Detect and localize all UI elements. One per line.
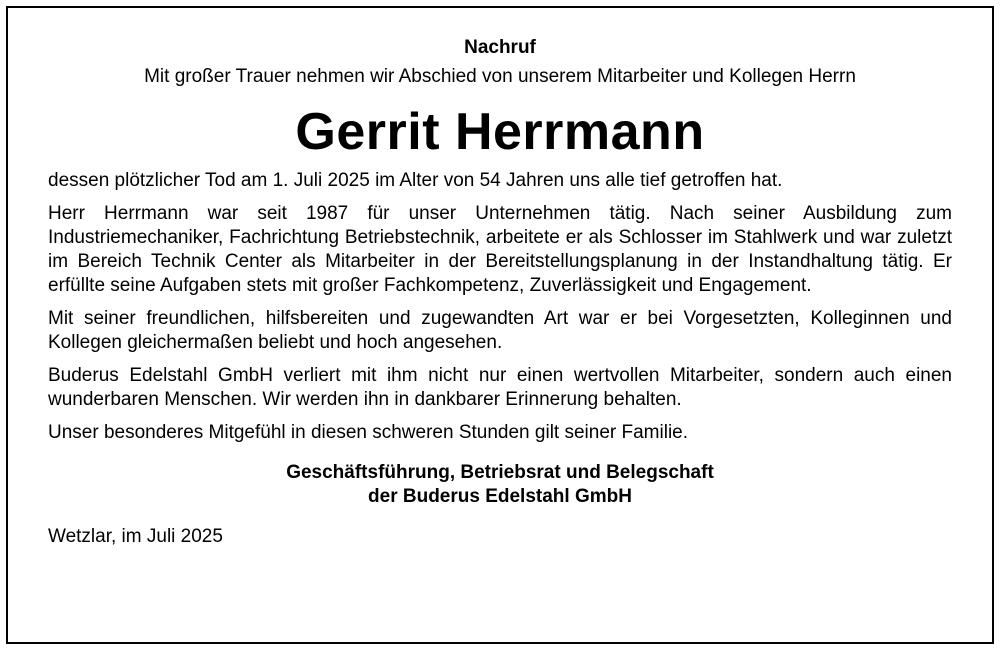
signature-line-2: der Buderus Edelstahl GmbH: [368, 486, 632, 507]
paragraph-character: Mit seiner freundlichen, hilfsbereiten und zugewandten Art war er bei Vorgesetzten, Kolleginnen und Kollegen gleichermaßen beliebt und hoch angesehen.: [48, 308, 952, 353]
intro-line: Mit großer Trauer nehmen wir Abschied von unserem Mitarbeiter und Kollegen Herrn: [144, 66, 856, 87]
paragraph-career: Herr Herrmann war seit 1987 für unser Unternehmen tätig. Nach seiner Ausbildung zum Industriemechaniker, Fachrichtung Betriebstechnik, arbeitete er als Schlosser im Stahlwerk und war zuletzt im Bereich Technik Center als Mitarbeiter in der Bereitstellungsplanung in der Instandhaltung tätig. Er erfüllte seine Aufgaben stets mit großer Fachkompetenz, Zuverlässigkeit und Engagement.: [48, 203, 952, 296]
deceased-name: Gerrit Herrmann: [295, 103, 705, 161]
obituary-notice: [48, 36, 952, 549]
signature-line-1: Geschäftsführung, Betriebsrat und Belegschaft: [286, 462, 714, 483]
paragraph-death-info: dessen plötzlicher Tod am 1. Juli 2025 im Alter von 54 Jahren uns alle tief getroffen hat.: [48, 170, 783, 191]
place-and-date: Wetzlar, im Juli 2025: [48, 526, 223, 547]
signature: [48, 461, 952, 509]
paragraph-condolences: Unser besonderes Mitgefühl in diesen schweren Stunden gilt seiner Familie.: [48, 422, 689, 443]
notice-heading: Nachruf: [464, 37, 536, 58]
paragraph-company: Buderus Edelstahl GmbH verliert mit ihm nicht nur einen wertvollen Mitarbeiter, sondern auch einen wunderbaren Menschen. Wir werden ihn in dankbarer Erinnerung behalten.: [48, 365, 952, 410]
